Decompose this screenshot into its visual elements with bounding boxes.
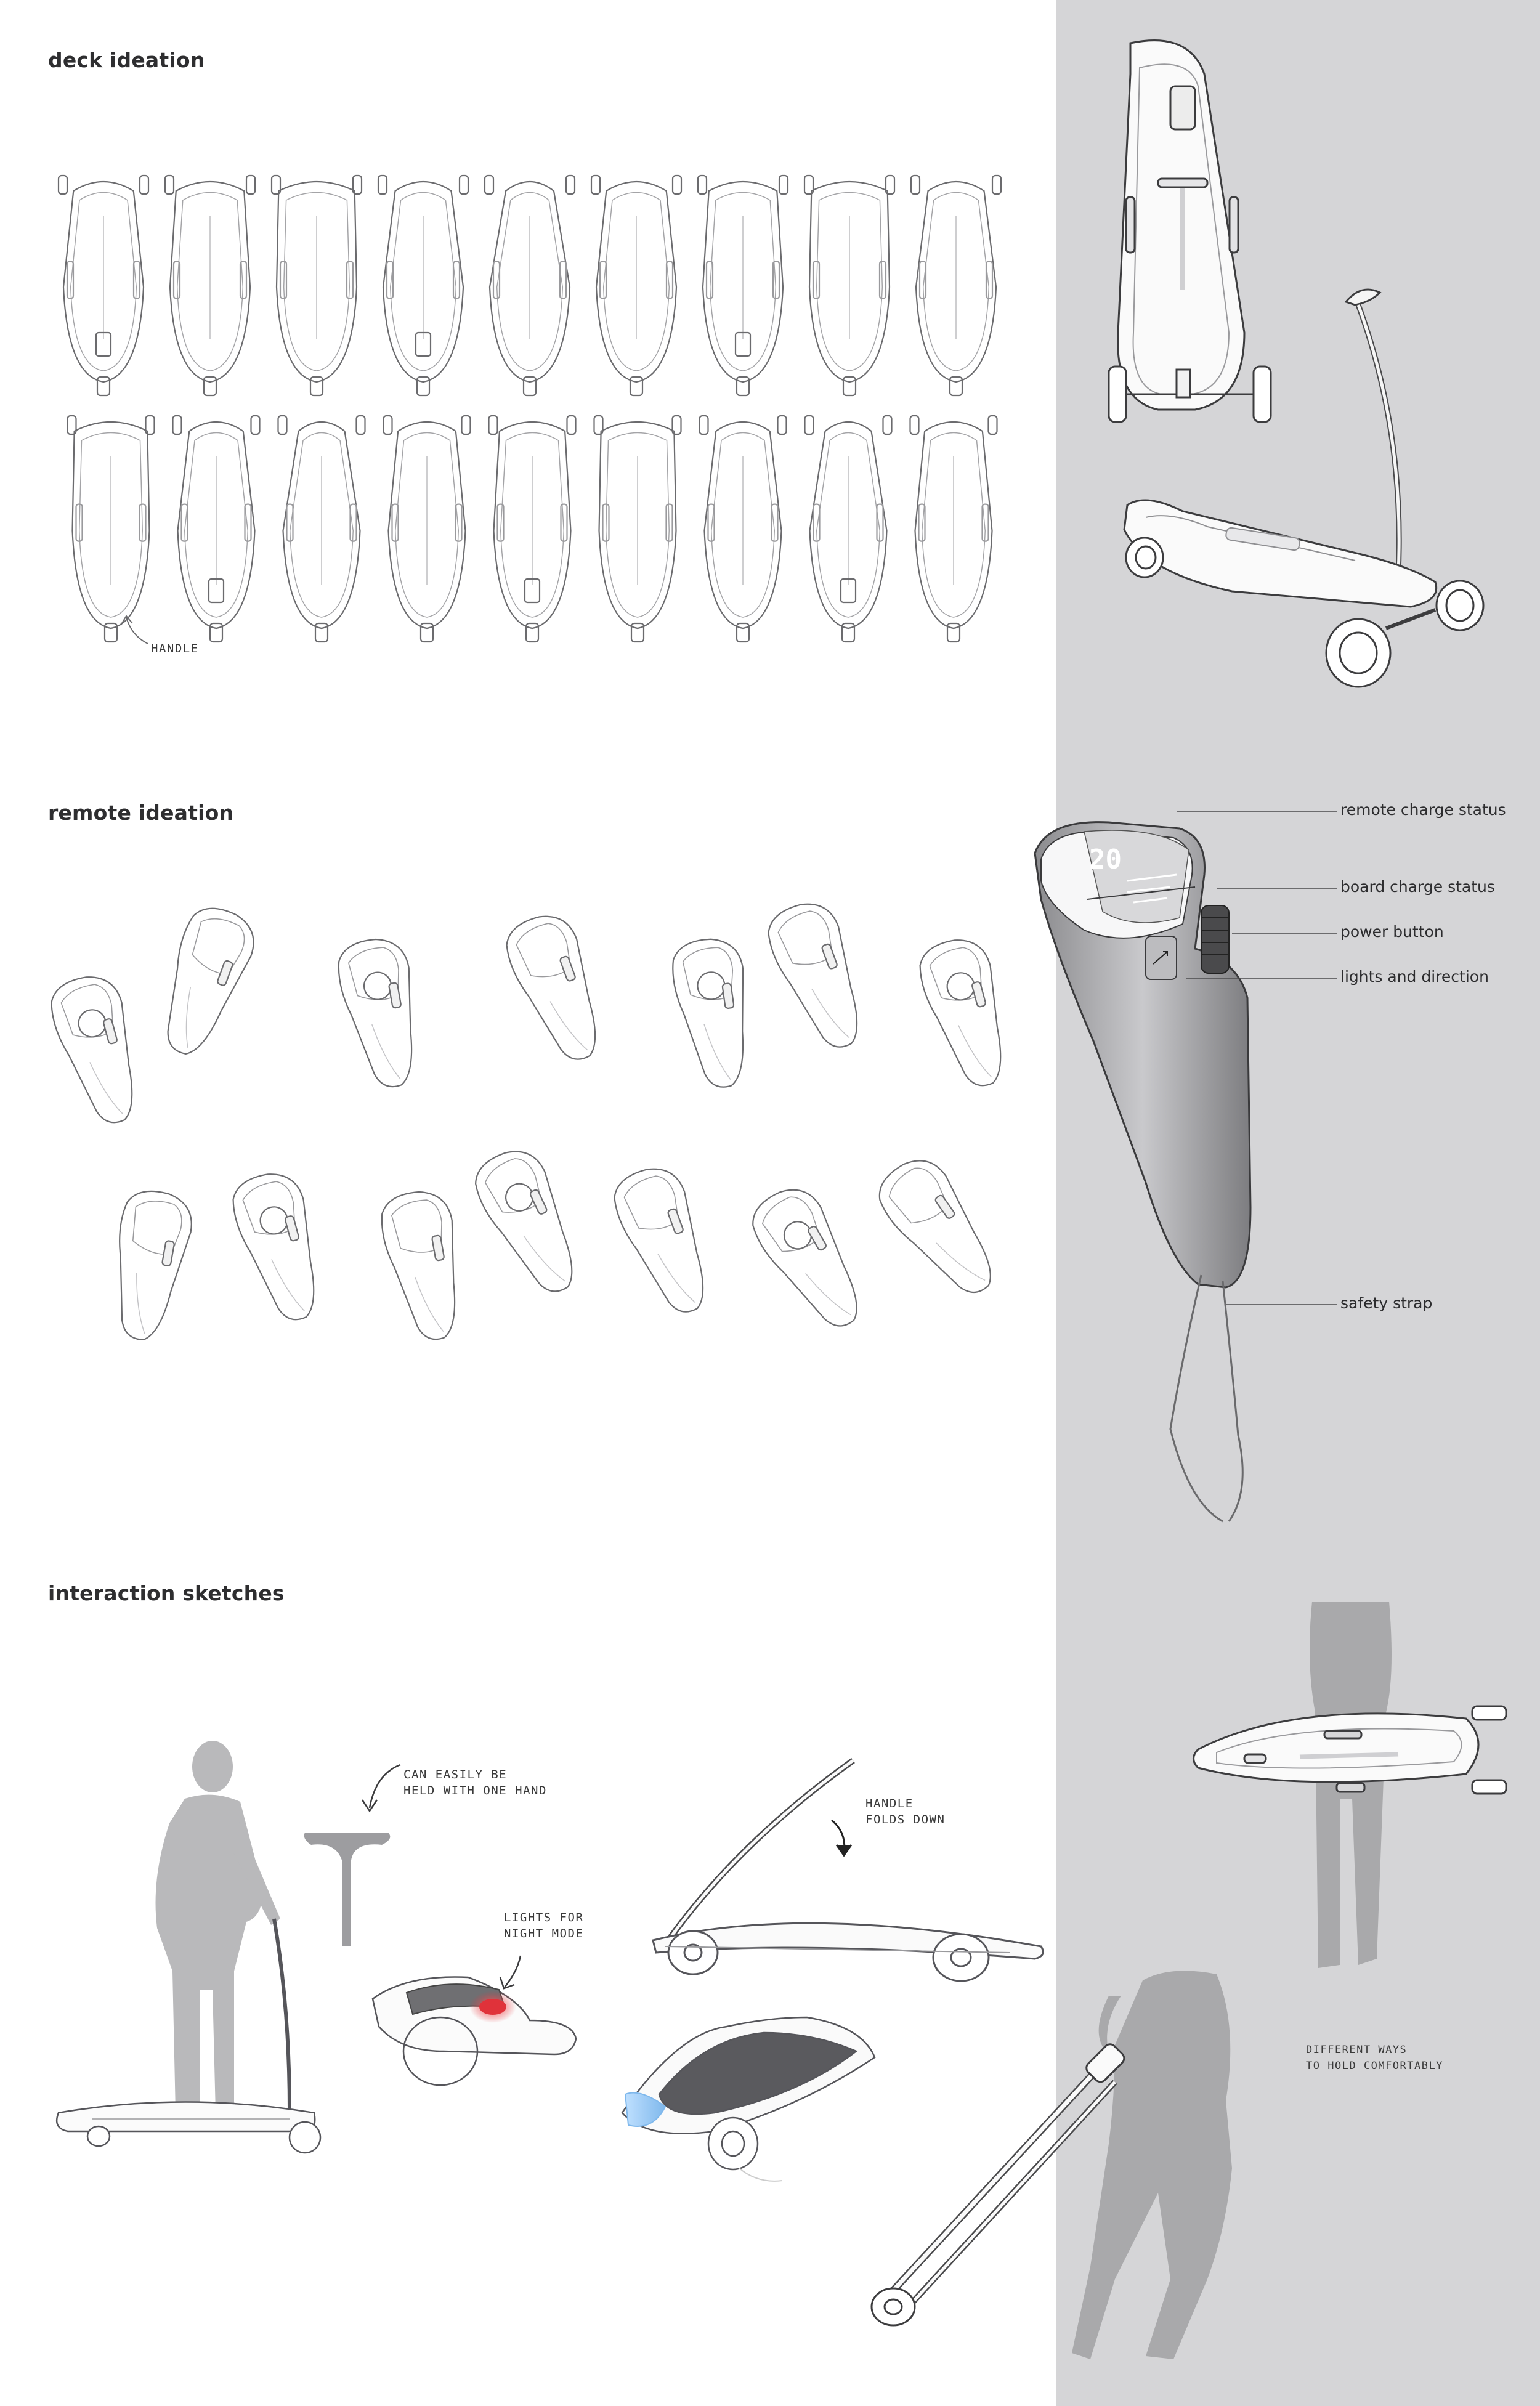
deck-sketch: [278, 416, 365, 642]
callout-power-button: power button: [1340, 923, 1444, 941]
one-hand-note-line-1: CAN EASILY BE: [403, 1768, 508, 1781]
callout-lights-direction: lights and direction: [1340, 968, 1489, 986]
folds-note-line-1: HANDLE: [865, 1797, 914, 1810]
ways-note-line-2: TO HOLD COMFORTABLY: [1306, 2060, 1443, 2072]
folding-board-sketch: [653, 1760, 1043, 1981]
deck-sketch: [378, 176, 468, 395]
remote-sketch: [45, 970, 152, 1132]
remote-sketch: [743, 1178, 878, 1342]
walking-silhouette: [1072, 1971, 1232, 2359]
deck-sketch: [804, 176, 894, 395]
remote-sketch: [607, 1159, 724, 1323]
deck-ideation-title: deck ideation: [48, 48, 205, 72]
remote-sketch: [467, 1141, 593, 1305]
remote-sketch: [146, 900, 263, 1064]
one-hand-arrow: [362, 1765, 400, 1811]
deck-sketch: [165, 176, 255, 395]
deck-sketch: [805, 416, 892, 642]
deck-sketch: [485, 176, 575, 395]
folds-arrow: [832, 1820, 851, 1855]
deck-sketch: [173, 416, 260, 642]
deck-sketch: [910, 416, 997, 642]
ways-note: [1306, 2042, 1443, 2074]
deck-sketch: [68, 416, 155, 642]
callout-safety-strap: safety strap: [1340, 1294, 1433, 1312]
one-hand-note-line-2: HELD WITH ONE HAND: [403, 1784, 547, 1797]
deck-sketch-row-1: [59, 176, 1001, 395]
interaction-sketches-title: interaction sketches: [48, 1581, 285, 1605]
deck-sketch: [59, 176, 148, 395]
deck-sketch-row-2: [68, 416, 997, 642]
deck-sketch: [591, 176, 681, 395]
remote-sketch: [914, 933, 1020, 1095]
light-pod-sketch: [373, 1977, 576, 2085]
ways-note-line-1: DIFFERENT WAYS: [1306, 2044, 1408, 2056]
lights-arrow: [500, 1956, 521, 1988]
lights-note-line-2: NIGHT MODE: [504, 1927, 584, 1940]
remote-sketch: [869, 1148, 1011, 1310]
deck-sketch: [384, 416, 471, 642]
deck-sketch: [911, 176, 1001, 395]
remote-ideation-title: remote ideation: [48, 801, 234, 825]
t-handle-sketch: [304, 1833, 391, 1946]
remote-sketch: [499, 907, 616, 1071]
handle-note: HANDLE: [151, 642, 199, 655]
deck-sketch: [594, 416, 681, 642]
remote-render: [1035, 822, 1250, 1521]
deck-sketch: [698, 176, 788, 395]
callout-board-charge: board charge status: [1340, 878, 1495, 896]
deck-sketch: [489, 416, 576, 642]
remote-sketch: [761, 894, 878, 1058]
remote-speed-display: 20: [1089, 844, 1122, 875]
rider-silhouette: [156, 1741, 281, 2113]
remote-sketch: [334, 934, 429, 1093]
glow-board-sketch: [622, 2017, 875, 2181]
remote-sketch: [102, 1186, 197, 1345]
remote-sketch: [668, 935, 758, 1092]
folds-note-line-2: FOLDS DOWN: [865, 1813, 946, 1826]
callout-remote-charge: remote charge status: [1340, 801, 1506, 819]
deck-sketch: [700, 416, 787, 642]
remote-sketch: [227, 1167, 333, 1329]
lights-note-line-1: LIGHTS FOR: [504, 1911, 584, 1924]
remote-sketch-group: [45, 894, 1020, 1345]
lights-note: [504, 1910, 583, 1942]
folds-note: [865, 1796, 945, 1828]
one-hand-note: [403, 1767, 547, 1799]
remote-sketch: [377, 1186, 472, 1345]
deck-sketch: [272, 176, 362, 395]
carried-board-render: [1194, 1706, 1507, 1794]
board-render-top: [1109, 41, 1271, 422]
